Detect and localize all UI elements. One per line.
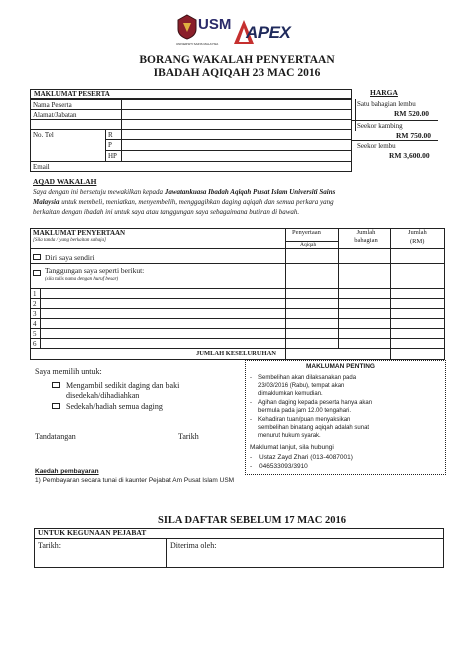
self-row-line [30,263,445,264]
row-6-line [30,348,445,349]
email-row [30,161,352,172]
office-date-label[interactable]: Tarikh: [38,541,61,550]
usm-crest-icon [176,14,198,40]
notice-bullet-3: - [250,417,252,423]
row-4-line [30,328,445,329]
price-item-1-label: Satu bahagian lembu [357,100,416,108]
dependent-checkbox[interactable] [33,270,41,276]
row-1-number: 1 [33,290,37,298]
option1-label-line1: Mengambil sedikit daging dan baki [66,381,180,390]
contact-bullet-1: - [250,454,253,461]
phone-p-label: P [108,141,112,149]
price-item-2-label: Seekor kambing [357,122,403,130]
participant-heading: MAKLUMAT PESERTA [34,90,110,98]
contact-1: Ustaz Zayd Zhari (013-4087001) [259,454,353,461]
email-label: Email [33,163,50,171]
price-divider-top [355,99,356,131]
form-subtitle: IBADAH AQIQAH 23 MAC 2016 [153,67,321,79]
col-participation: Penyertaan [292,229,321,236]
notice-item-2-line2: bermula pada jam 12.00 tengahari. [258,408,352,414]
col-amount-line2: (RM) [410,238,425,245]
aqad-heading: AQAD WAKALAH [33,177,97,186]
deadline-notice: SILA DAFTAR SEBELUM 17 MAC 2016 [158,515,346,526]
apex-logo-text: APEX [246,23,291,42]
contact-bullet-2: - [250,463,253,470]
aqad-text-2b: untuk membeli, meniatkan, menyembelih, menggagihkan daging aqiqah dan semua perkara yang [59,198,334,206]
total-label: JUMLAH KESELURUHAN [196,350,276,357]
phone-r-label: R [108,131,113,139]
notice-item-1-line2: 23/03/2016 (Rabu), tempat akan [258,383,345,389]
notice-item-3-line3: menurut hukum syarak. [258,433,321,439]
notice-item-2-line1: Agihan daging kepada peserta hanya akan [258,400,373,406]
price-line-1 [352,120,438,121]
row-2-number: 2 [33,300,37,308]
price-item-1-amount: RM 520.00 [394,109,429,118]
office-heading: UNTUK KEGUNAAN PEJABAT [38,528,147,537]
col-aqiqah: Aqiqah [300,242,317,248]
price-heading: HARGA [370,88,398,97]
office-divider [166,538,167,568]
form-title: BORANG WAKALAH PENYERTAAN [139,54,335,66]
row-6-number: 6 [33,340,37,348]
options-heading: Saya memilih untuk: [35,367,102,376]
notice-bullet-2: - [250,400,252,406]
office-body [34,538,444,568]
row-5-line [30,338,445,339]
phone-hp-label: HP [108,152,117,160]
row-5-number: 5 [33,330,37,338]
row-2-line [30,308,445,309]
signature-date-label: Tarikh [178,432,199,441]
aqad-text-2a: Malaysia [33,198,60,206]
participation-heading: MAKLUMAT PENYERTAAN [33,229,126,237]
notice-item-1-line3: dimaklumkan kemudian. [258,391,323,397]
grid-v3 [390,248,391,360]
notice-item-3-line2: sembelihan binatang aqiqah adalah sunat [258,425,370,431]
notice-item-3-line1: Kehadiran tuan/puan menyaksikan [258,417,351,423]
aqad-text-line3: berkaitan dengan ibadah ini untuk saya atau tanggungan saya sebagaimana butiran di bawah. [33,208,300,216]
row-3-line [30,318,445,319]
dependent-note: (sila tulis nama dengan huruf besar) [45,277,119,282]
option1-checkbox[interactable] [52,382,60,388]
col-amount-line1: Jumlah [408,229,427,236]
address-label: Alamat/Jabatan [33,111,77,119]
option1-label-line2: disedekah/dihadiahkan [66,391,140,400]
price-item-3-amount: RM 3,600.00 [389,151,430,160]
row-4-number: 4 [33,320,37,328]
row-1-line [30,298,445,299]
price-item-3-label: Seekor lembu [357,142,396,150]
phone-label: No. Tel [33,131,54,139]
self-checkbox[interactable] [33,254,41,260]
row-3-number: 3 [33,310,37,318]
grid-v1 [285,248,286,360]
participation-body [30,248,445,360]
price-line-2 [352,140,438,141]
option2-checkbox[interactable] [52,403,60,409]
aqad-text-line2 [33,198,334,206]
payment-heading: Kaedah pembayaran [35,468,99,475]
aqad-text-1b: Jawatankuasa Ibadah Aqiqah Pusat Islam Universiti Sains [164,188,336,196]
contact-2: 046533093/3910 [259,463,308,470]
notice-heading: MAKLUMAN PENTING [306,363,375,370]
apex-logo [234,20,294,48]
notice-bullet-1: - [250,375,252,381]
contact-intro: Maklumat lanjut, sila hubungi [250,444,334,451]
dependent-row-line [30,288,445,289]
notice-item-1-line1: Sembelihan akan dilaksanakan pada [258,375,357,381]
usm-logo-caption: UNIVERSITI SAINS MALAYSIA [176,42,219,46]
aqad-text-1a: Saya dengan ini bersetuju mewakilkan kepada [33,188,165,196]
price-item-2-amount: RM 750.00 [396,131,431,140]
signature-label: Tandatangan [35,432,76,441]
usm-logo-text: USM [198,16,232,33]
payment-item: 1) Pembayaran secara tunai di kaunter Pejabat Am Pusat Islam USM [35,477,235,484]
name-label: Nama Peserta [33,101,72,109]
dependent-label: Tanggungan saya seperti berikut: [45,266,145,275]
office-received-label[interactable]: Diterima oleh: [170,541,217,550]
usm-logo [176,14,230,48]
col-shares: Jumlah bahagian [354,229,378,244]
self-label: Diri saya sendiri [45,253,95,262]
option2-label: Sedekah/hadiah semua daging [66,402,163,411]
aqad-text-line1 [33,188,335,196]
participation-heading-note: [Sila tanda / yang berkaitan sahaja] [33,238,106,243]
